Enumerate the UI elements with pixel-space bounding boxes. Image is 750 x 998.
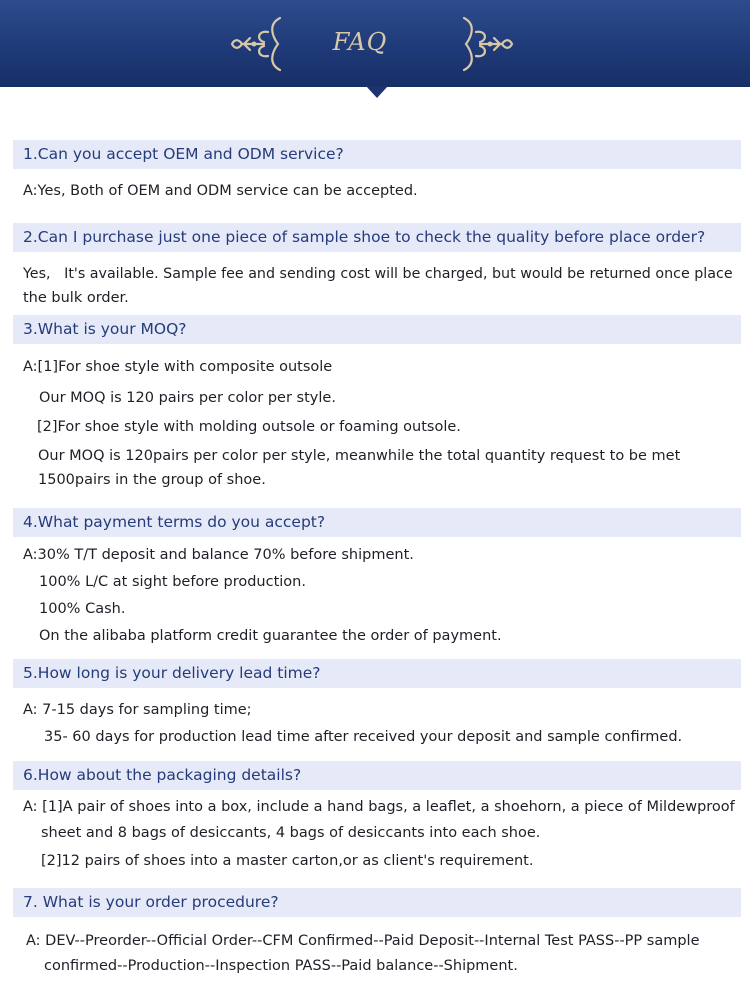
faq-question-2: 2.Can I purchase just one piece of sample shoe to check the quality before place order? — [13, 223, 741, 252]
faq-answer-6-line-3: [2]12 pairs of shoes into a master carton,or as client's requirement. — [41, 853, 534, 869]
scroll-ornament-icon — [456, 14, 516, 74]
faq-question-5: 5.How long is your delivery lead time? — [13, 659, 741, 688]
faq-answer-6-line-2: sheet and 8 bags of desiccants, 4 bags of desiccants into each shoe. — [41, 825, 541, 841]
faq-question-1: 1.Can you accept OEM and ODM service? — [13, 140, 741, 169]
faq-question-3: 3.What is your MOQ? — [13, 315, 741, 344]
faq-question-6: 6.How about the packaging details? — [13, 761, 741, 790]
faq-answer-5-line-1: A: 7-15 days for sampling time; — [23, 702, 252, 718]
faq-answer-7-line-1: A: DEV--Preorder--Official Order--CFM Confirmed--Paid Deposit--Internal Test PASS--PP sample — [26, 933, 700, 949]
faq-question-4: 4.What payment terms do you accept? — [13, 508, 741, 537]
faq-answer-2-line-1: Yes, It's available. Sample fee and sending cost will be charged, but would be returned once place — [23, 266, 733, 282]
faq-answer-3-line-3: [2]For shoe style with molding outsole or foaming outsole. — [37, 419, 461, 435]
faq-answer-7-line-2: confirmed--Production--Inspection PASS--Paid balance--Shipment. — [44, 958, 518, 974]
faq-banner — [0, 0, 750, 87]
faq-answer-2-line-2: the bulk order. — [23, 290, 129, 306]
banner-title: FAQ — [332, 28, 388, 56]
faq-question-7: 7. What is your order procedure? — [13, 888, 741, 917]
banner-notch — [366, 86, 388, 98]
faq-answer-4-line-2: 100% L/C at sight before production. — [39, 574, 306, 590]
faq-answer-4-line-3: 100% Cash. — [39, 601, 126, 617]
faq-answer-3-line-4: Our MOQ is 120pairs per color per style, meanwhile the total quantity request to be met — [38, 448, 681, 464]
scroll-ornament-icon — [228, 14, 288, 74]
faq-answer-6-line-1: A: [1]A pair of shoes into a box, include a hand bags, a leaflet, a shoehorn, a piece of Mildewproof — [23, 799, 735, 815]
faq-answer-3-line-5: 1500pairs in the group of shoe. — [38, 472, 266, 488]
faq-answer-3-line-2: Our MOQ is 120 pairs per color per style. — [39, 390, 336, 406]
faq-answer-5-line-2: 35- 60 days for production lead time after received your deposit and sample confirmed. — [44, 729, 683, 745]
faq-answer-1-line-1: A:Yes, Both of OEM and ODM service can be accepted. — [23, 183, 418, 199]
faq-answer-4-line-1: A:30% T/T deposit and balance 70% before shipment. — [23, 547, 414, 563]
faq-answer-4-line-4: On the alibaba platform credit guarantee the order of payment. — [39, 628, 502, 644]
faq-answer-3-line-1: A:[1]For shoe style with composite outsole — [23, 359, 333, 375]
